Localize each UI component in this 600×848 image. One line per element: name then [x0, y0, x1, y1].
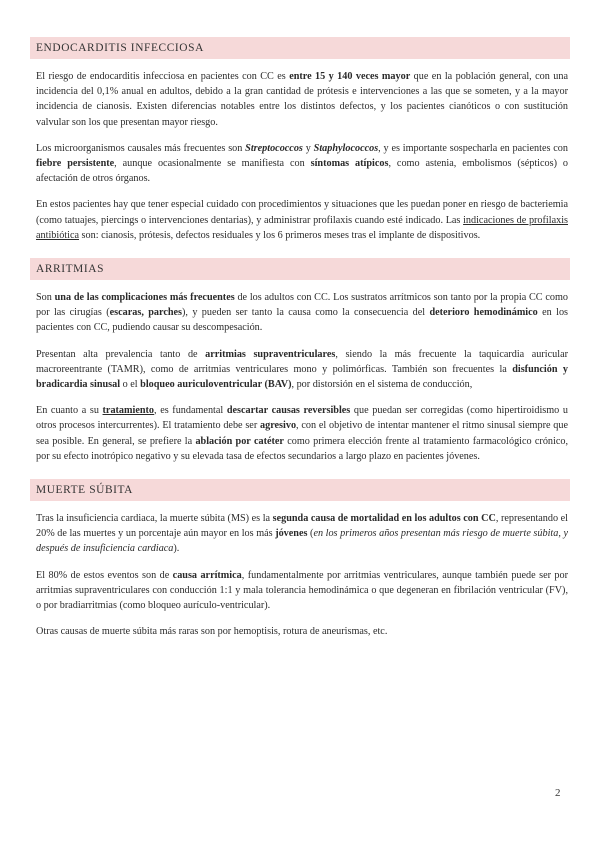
text-run: Otras causas de muerte súbita más raras son por hemoptisis, rotura de aneurismas, etc. — [36, 626, 388, 638]
bold-text: tratamiento — [102, 405, 155, 417]
text-run: y — [302, 142, 314, 154]
bold-text: arritmias supraventriculares — [205, 348, 336, 360]
paragraph — [30, 197, 570, 243]
section-title: ENDOCARDITIS INFECCIOSA — [30, 37, 570, 59]
bold-text: síntomas atípicos — [310, 158, 389, 170]
text-run: ( — [307, 528, 314, 540]
text-run: indicaciones de profilaxis antibiótica — [36, 214, 568, 241]
text-run: que en la población general, con una incidencia del 0,1% anual en adultos, debido a la gran cantidad de prótesis e intervenciones a las que se someten, y a la mayor incidencia de cianosis. Existen diferencias notables entre los distintos defectos, y los pacientes cianóticos o con sustitución valvular son los que presentan mayor riesgo. — [36, 71, 568, 128]
text-run: En cuanto a su — [36, 405, 103, 417]
text-run: ), y pueden ser tanto la causa como la consecuencia del — [182, 307, 430, 319]
text-run: en los pacientes con CC, pudiendo causar su descompesación. — [36, 307, 569, 334]
text-run: , siendo la más frecuente la taquicardia auricular macroreentrante (TAMR), como de arritmias ventriculares mono y polimórficas. También son frecuentes la — [36, 348, 568, 375]
bold-text: causa arrítmica — [172, 569, 242, 581]
bold-text: segunda causa de mortalidad en los adultos con CC — [272, 513, 496, 525]
bold-text: escaras, parches — [109, 307, 183, 319]
bold-text: disfunción y bradicardia sinusal — [36, 363, 568, 391]
text-run: Presentan alta prevalencia tanto de — [36, 348, 206, 360]
text-run: o el — [120, 379, 141, 391]
text-run: son: cianosis, prótesis, defectos residuales y los 6 primeros meses tras el implante de dispositivos. — [79, 229, 481, 241]
paragraph — [30, 290, 570, 336]
text-run: Tras la insuficiencia cardiaca, la muerte súbita (MS) es la — [36, 513, 273, 525]
bold-text: Streptococcos — [245, 142, 303, 154]
paragraph — [30, 568, 570, 614]
text-run: El riesgo de endocarditis infecciosa en pacientes con CC es — [36, 71, 290, 82]
bold-text: jóvenes — [275, 528, 308, 540]
text-run: , fundamentalmente por arritmias ventriculares, aunque también puede ser por arritmias supraventriculares con conducción 1:1 y mala tolerancia hemodinámica o que degeneran en fibrilación ventricular (FV), o por bradiarritmias (como bloqueo aurículo-ventricular). — [36, 569, 568, 612]
section-muerte-subita — [30, 479, 570, 639]
section-title: ARRITMIAS — [30, 258, 570, 280]
page-number: 2 — [555, 787, 561, 799]
text-run: , como astenia, embolismos (sépticos) o afectación de otros órganos. — [36, 158, 569, 185]
bold-text: fiebre persistente — [36, 158, 115, 170]
text-run: , aunque ocasionalmente se manifiesta con — [114, 158, 311, 170]
text-run: Son — [36, 292, 55, 304]
text-run: El 80% de estos eventos son de — [36, 569, 173, 581]
section-arritmias — [30, 258, 570, 464]
paragraph — [30, 403, 570, 464]
section-endocarditis — [30, 37, 570, 243]
text-run: Los microorganismos causales más frecuentes son — [36, 142, 246, 154]
text-run: , por distorsión en el sistema de conducción, — [291, 379, 473, 391]
text-run: , representando el 20% de las muertes y un porcentaje aún mayor en los más — [36, 513, 568, 540]
text-run: , es fundamental — [154, 405, 227, 417]
text-run: de los adultos con CC. Los sustratos arrítmicos son tanto por la propia CC como por las cirugías ( — [36, 292, 568, 319]
paragraph — [30, 347, 570, 393]
bold-text: Staphylococcos — [313, 142, 379, 154]
text-run: , con el objetivo de intentar mantener el ritmo sinusal siempre que sea posible. En general, se prefiere la — [36, 420, 568, 447]
paragraph — [30, 69, 570, 130]
document-page — [30, 37, 570, 650]
section-title: MUERTE SÚBITA — [30, 479, 570, 501]
text-run: como primera elección frente al tratamiento farmacológico crónico, por su efecto inotrópico negativo y su elevada tasa de efectos secundarios a largo plazo en pacientes jóvenes. — [36, 435, 569, 462]
bold-text: agresivo — [260, 420, 297, 432]
bold-text: ablación por catéter — [195, 435, 284, 447]
paragraph — [30, 624, 570, 639]
paragraph — [30, 511, 570, 557]
text-run: , y es importante sospecharla en pacientes con — [378, 142, 568, 154]
bold-text: una de las complicaciones más frecuentes — [54, 292, 235, 304]
text-run: que puedan ser corregidas (como hipertiroidismo u otros procesos intercurrentes). El tratamiento debe ser — [36, 405, 568, 432]
bold-text: descartar causas reversibles — [226, 405, 351, 417]
bold-text: deterioro hemodinámico — [429, 307, 538, 319]
bold-text: entre 15 y 140 veces mayor — [289, 71, 411, 82]
paragraph — [30, 141, 570, 187]
text-run: ). — [173, 543, 180, 555]
text-run: En estos pacientes hay que tener especial cuidado con procedimientos y situaciones que les puedan poner en riesgo de bacteriemia (como tatuajes, piercings o intervenciones dentarias), y administrar profilaxis cuando esté indicado. Las — [36, 199, 568, 226]
bold-text: bloqueo auriculoventricular (BAV) — [140, 379, 292, 391]
italic-text: en los primeros años presentan más riesgo de muerte súbita, y después de insuficiencia cardiaca — [36, 528, 568, 555]
